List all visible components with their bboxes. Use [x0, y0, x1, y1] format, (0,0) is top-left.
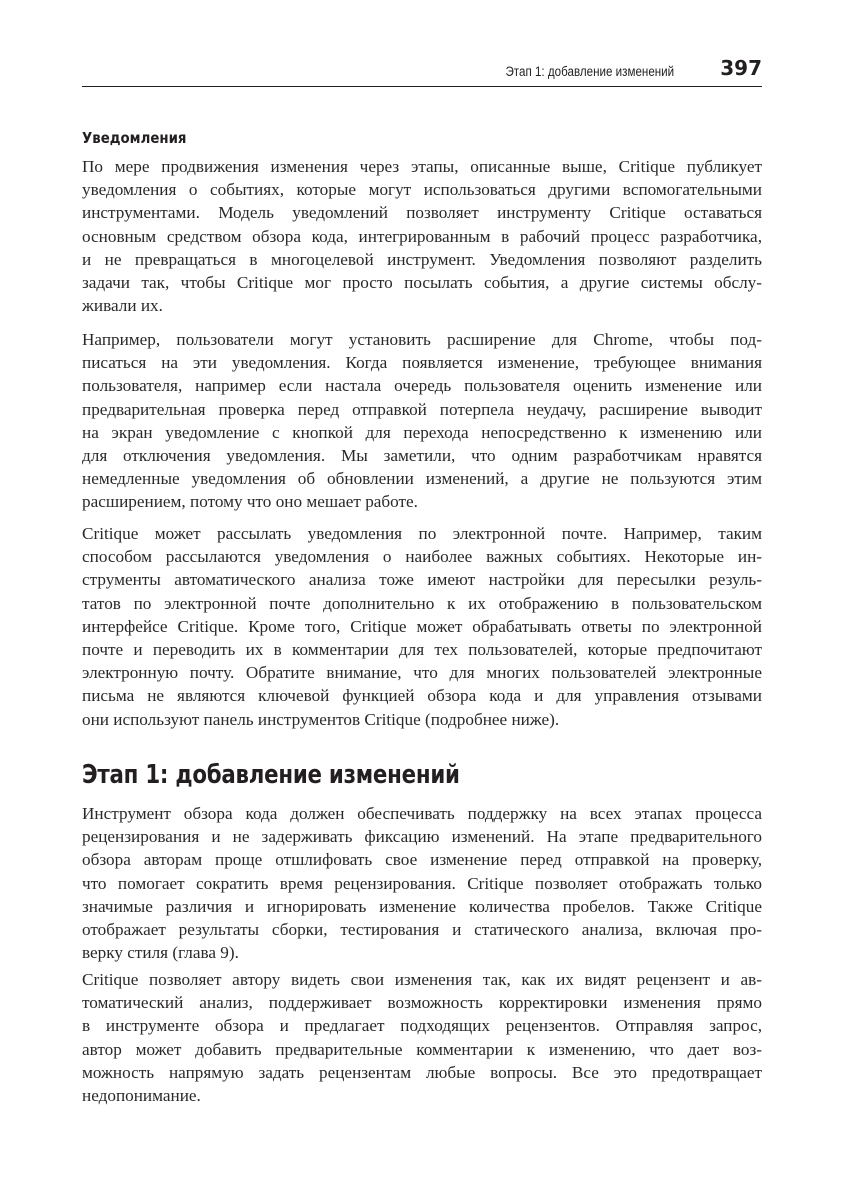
text-line: расширением, потому что оно мешает работе.: [82, 492, 418, 512]
text-line: автор может добавить предварительные комментарии к изменению, что дает воз-: [82, 1039, 762, 1059]
text-line: верку стиля (глава 9).: [82, 943, 239, 963]
text-line: отображает результаты сборки, тестирования и статического анализа, включая про-: [82, 919, 762, 939]
paragraph-stage-1-2: [82, 968, 762, 1107]
text-line: живали их.: [82, 296, 163, 316]
text-line: Critique может рассылать уведомления по электронной почте. Например, таким: [82, 524, 762, 543]
text-line: значимые различия и игнорировать изменение количества пробелов. Также Critique: [82, 896, 762, 916]
text-line: они используют панель инструментов Critique (подробнее ниже).: [82, 709, 560, 729]
text-line: татов по электронной почте дополнительно к их отображению в пользовательском: [82, 593, 762, 613]
text-line: обзора авторам проще отшлифовать свое изменение перед отправкой на проверку,: [82, 850, 762, 870]
text-line: для отключения уведомления. Мы заметили, что одним разработчикам нравятся: [82, 445, 762, 465]
text-line: струменты автоматического анализа тоже имеют настройки для пересылки резуль-: [82, 570, 762, 590]
text-line: способом рассылаются уведомления о наиболее важных событиях. Некоторые ин-: [82, 547, 762, 567]
page-number: 397: [720, 56, 762, 80]
text-line: рецензирования и не задерживать фиксацию изменений. На этапе предварительного: [82, 827, 762, 847]
text-line: почте и переводить их в комментарии для тех пользователей, которые предпочитают: [82, 639, 762, 659]
text-line: томатический анализ, поддерживает возможность корректировки изменения прямо: [82, 993, 762, 1013]
paragraph-notifications-3: [82, 522, 762, 731]
text-line: письма не являются ключевой функцией обзора кода и для управления отзывами: [82, 686, 762, 706]
text-line: пользователя, например если настала очередь пользователя оценить изменение или: [82, 376, 762, 396]
running-head: [82, 56, 762, 86]
text-line: Инструмент обзора кода должен обеспечивать поддержку на всех этапах процесса: [82, 804, 762, 823]
text-line: Critique позволяет автору видеть свои изменения так, как их видят рецензент и ав-: [82, 970, 762, 989]
text-line: на экран уведомление с кнопкой для перехода непосредственно к изменению или: [82, 422, 762, 442]
text-line: можность напрямую задать рецензентам любые вопросы. Все это предотвращает: [82, 1062, 762, 1082]
text-line: По мере продвижения изменения через этапы, описанные выше, Critique публикует: [82, 157, 762, 176]
header-rule: [82, 86, 762, 87]
text-line: электронную почту. Обратите внимание, что для многих пользователей электронные: [82, 663, 762, 683]
paragraph-notifications-1: [82, 155, 762, 317]
text-line: задачи так, чтобы Critique мог просто посылать события, а другие системы обслу-: [82, 272, 762, 292]
paragraph-notifications-2: [82, 328, 762, 514]
section-heading-notifications: Уведомления: [82, 129, 187, 147]
text-line: что помогает сократить время рецензирования. Critique позволяет отображать только: [82, 873, 762, 893]
running-head-title: Этап 1: добавление изменений: [505, 64, 674, 79]
text-line: инструментами. Модель уведомлений позволяет инструменту Critique оставаться: [82, 203, 762, 223]
text-line: недопонимание.: [82, 1085, 201, 1105]
section-heading-stage-1: Этап 1: добавление изменений: [82, 760, 460, 790]
text-line: и не превращаться в многоцелевой инструмент. Уведомления позволяют разделить: [82, 249, 762, 269]
text-line: интерфейсе Critique. Кроме того, Critique может обрабатывать ответы по электронной: [82, 616, 762, 636]
text-line: уведомления о событиях, которые могут использоваться другими вспомогательными: [82, 180, 762, 200]
text-line: основным средством обзора кода, интегрированным в рабочий процесс разработчика,: [82, 226, 762, 246]
paragraph-stage-1-1: [82, 802, 762, 964]
text-line: в инструменте обзора и предлагает подходящих рецензентов. Отправляя запрос,: [82, 1016, 762, 1036]
text-line: Например, пользователи могут установить расширение для Chrome, чтобы под-: [82, 330, 762, 349]
text-line: предварительная проверка перед отправкой потерпела неудачу, расширение выводит: [82, 399, 762, 419]
text-line: писаться на эти уведомления. Когда появляется изменение, требующее внимания: [82, 353, 762, 373]
text-line: немедленные уведомления об обновлении изменений, а другие не пользуются этим: [82, 469, 762, 489]
